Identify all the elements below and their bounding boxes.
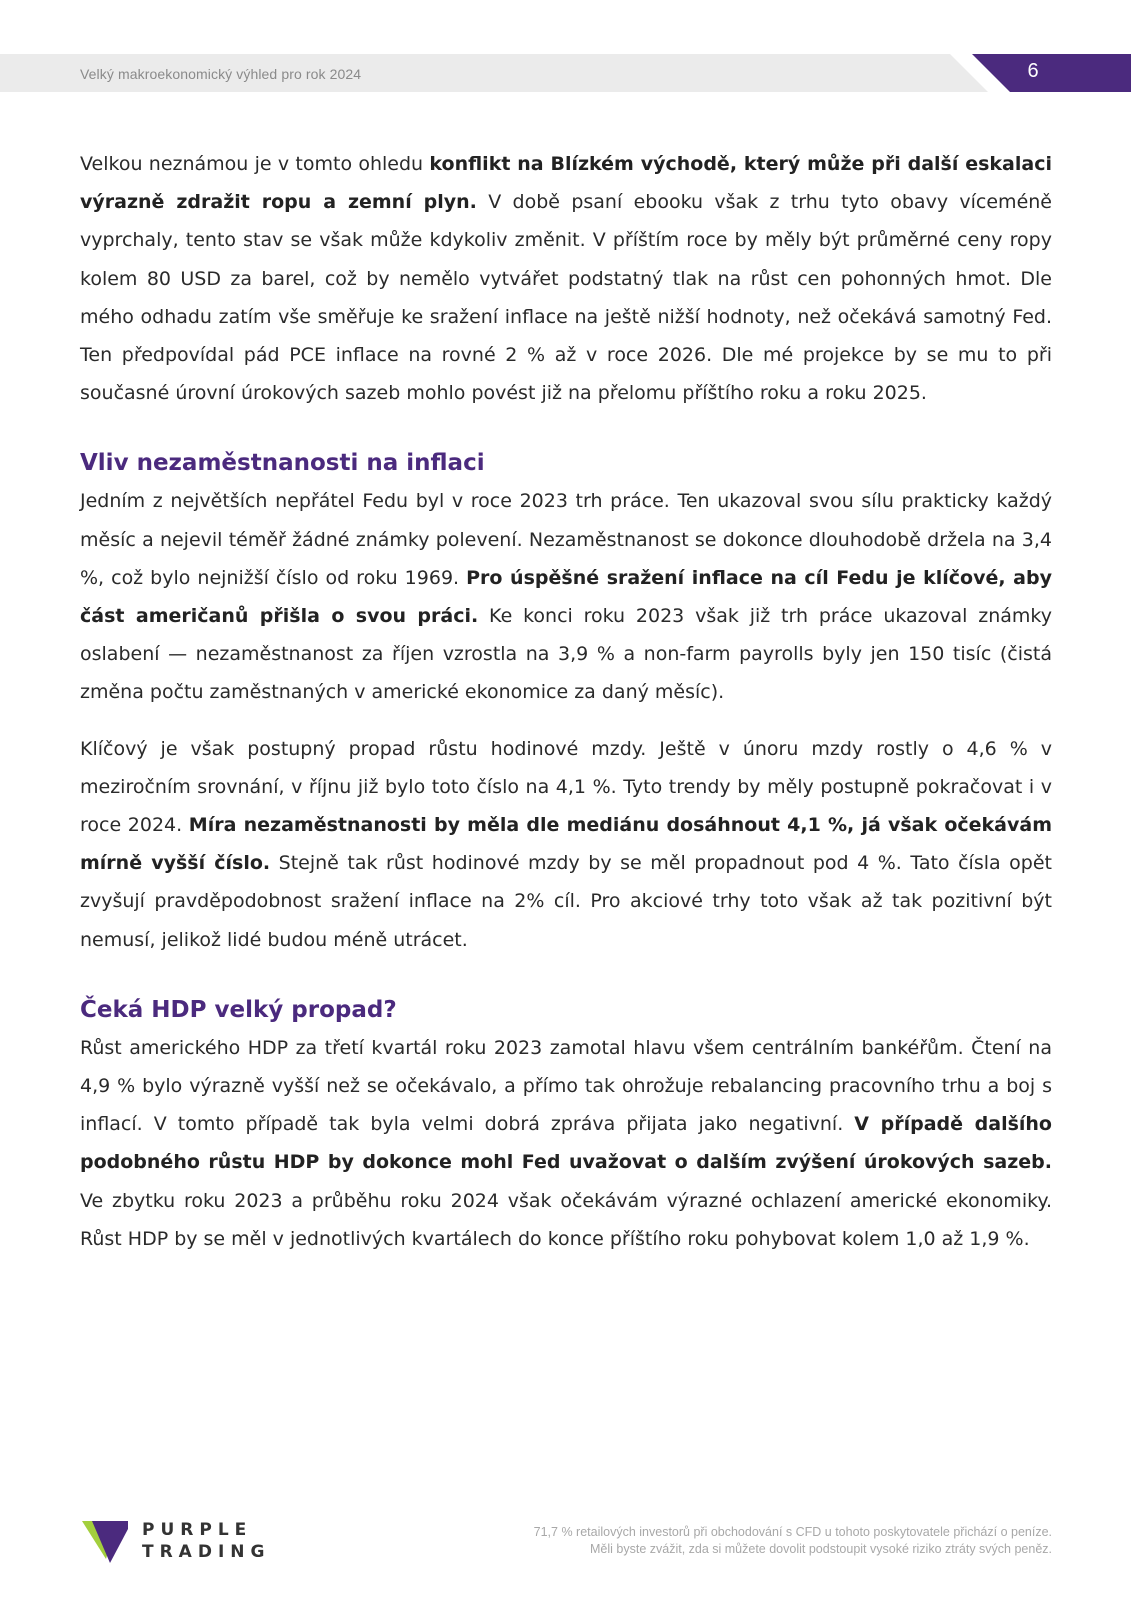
section-heading-gdp: Čeká HDP velký propad?	[80, 996, 397, 1023]
main-content	[80, 145, 1052, 1276]
disclaimer-line-2: Měli byste zvážit, zda si můžete dovolit podstoupit vysoké riziko ztráty svých peněz.	[590, 1542, 1052, 1556]
disclaimer-line-1: 71,7 % retailových investorů při obchodování s CFD u tohoto poskytovatele přichází o peníze.	[533, 1525, 1052, 1539]
text-run: V době psaní ebooku však z trhu tyto obavy víceméně vyprchaly, tento stav se však může kdykoliv změnit. V příštím roce by měly být průměrné ceny ropy kolem 80 USD za barel, což by nemělo vytvářet podstatný tlak na růst cen pohonných hmot. Dle mého odhadu zatím vše směřuje ke sražení inflace na ještě nižší hodnoty, než očekává samotný Fed. Ten předpovídal pád PCE inflace na rovné 2 % až v roce 2026. Dle mé projekce by se mu to při současné úrovní úrokových sazeb mohlo povést již na přelomu příštího roku a roku 2025.	[80, 191, 1052, 405]
logo-line-2: TRADING	[142, 1542, 271, 1562]
logo-line-1: PURPLE	[142, 1520, 253, 1540]
text-run: Stejně tak růst hodinové mzdy by se měl propadnout pod 4 %. Tato čísla opět zvyšují pravděpodobnost sražení inflace na 2% cíl. Pro akciové trhy toto však až tak pozitivní být nemusí, jelikož lidé budou méně utrácet.	[80, 852, 1053, 951]
unemployment-paragraph-2	[80, 730, 1052, 959]
text-run: Jedním z největších nepřátel Fedu byl v roce 2023 trh práce. Ten ukazoval svou sílu prakticky každý měsíc a nejevil téměř žádné známky polevení. Nezaměstnanost se dokonce dlouhodobě držela na 3,4 %, což bylo nejnižší číslo od roku 1969.	[80, 490, 1052, 589]
purple-trading-logo	[82, 1519, 282, 1565]
text-run: Ve zbytku roku 2023 a průběhu roku 2024 však očekávám výrazné ochlazení americké ekonomiky. Růst HDP by se měl v jednotlivých kvartálech do konce příštího roku pohybovat kolem 1,0 až 1,9 %.	[80, 1189, 1052, 1250]
text-run: Velkou neznámou je v tomto ohledu	[80, 153, 430, 175]
text-run: Klíčový je však postupný propad růstu hodinové mzdy. Ještě v únoru mzdy rostly o 4,6 % v meziročním srovnání, v říjnu již bylo toto číslo na 4,1 %. Tyto trendy by měly postupně pokračovat i v roce 2024.	[80, 737, 1052, 837]
section-heading-unemployment: Vliv nezaměstnanosti na inflaci	[80, 450, 485, 477]
intro-paragraph	[80, 145, 1052, 412]
page-number: 6	[1027, 60, 1039, 82]
document-title: Velký makroekonomický výhled pro rok 2024	[80, 66, 362, 82]
bold-run: konflikt na Blízkém východě, který může při další eskalaci výrazně zdražit ropu a zemní plyn.	[80, 153, 1052, 214]
gdp-paragraph	[80, 1029, 1052, 1258]
logo-mark-icon	[82, 1519, 132, 1565]
bold-run: Míra nezaměstnanosti by měla dle mediánu dosáhnout 4,1 %, já však očekávám mírně vyšší číslo.	[80, 814, 1052, 875]
bold-run: Pro úspěšné sražení inflace na cíl Fedu je klíčové, aby část američanů přišla o svou práci.	[80, 566, 1052, 628]
bold-run: V případě dalšího podobného růstu HDP by dokonce mohl Fed uvažovat o dalším zvýšení úrokových sazeb.	[80, 1113, 1052, 1174]
unemployment-paragraph-1	[80, 482, 1052, 711]
risk-disclaimer	[432, 1524, 1052, 1558]
text-run: Růst amerického HDP za třetí kvartál roku 2023 zamotal hlavu všem centrálním bankéřům. Čtení na 4,9 % bylo výrazně vyšší než se očekávalo, a přímo tak ohrožuje rebalancing pracovního trhu a boj s inflací. V tomto případě tak byla velmi dobrá zpráva přijata jako negativní.	[80, 1036, 1052, 1136]
logo-wordmark	[142, 1519, 270, 1563]
text-run: Ke konci roku 2023 však již trh práce ukazoval známky oslabení — nezaměstnanost za říjen vzrostla na 3,9 % a non-farm payrolls byly jen 150 tisíc (čistá změna počtu zaměstnaných v americké ekonomice za daný měsíc).	[80, 605, 1052, 704]
